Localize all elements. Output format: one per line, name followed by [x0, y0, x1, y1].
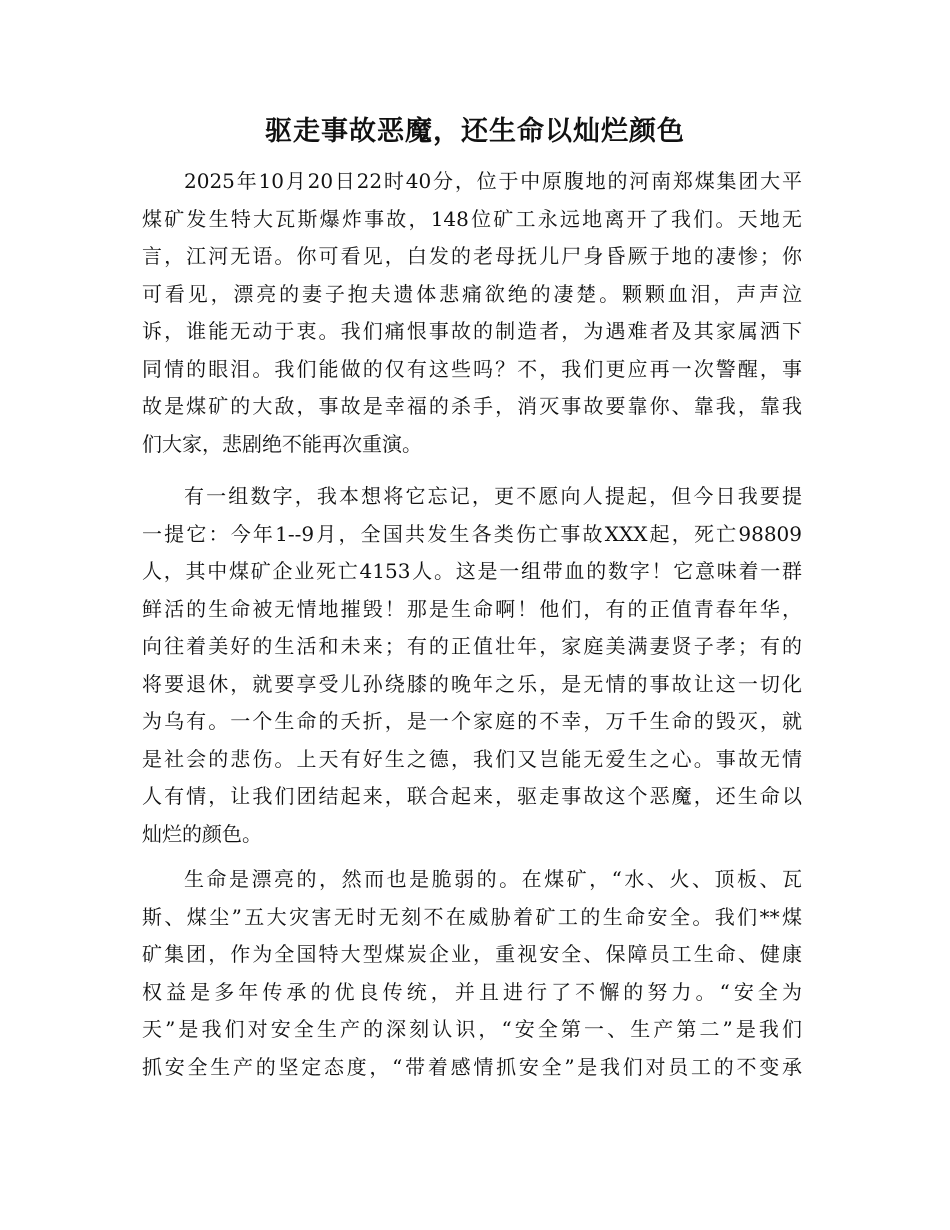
- text-line: 天”是我们对安全生产的深刻认识，“安全第一、生产第二”是我们: [142, 1017, 802, 1041]
- text-line: 向往着美好的生活和未来；有的正值壮年，家庭美满妻贤子孝；有的: [142, 634, 802, 658]
- text-line: 诉，谁能无动于衷。我们痛恨事故的制造者，为遇难者及其家属洒下: [142, 319, 802, 343]
- text-line: 将要退休，就要享受儿孙绕膝的晚年之乐，是无情的事故让这一切化: [142, 671, 802, 696]
- text-line: 一提它：今年1--9月，全国共发生各类伤亡事故XXX起，死亡98809: [142, 521, 802, 546]
- text-line: 矿集团，作为全国特大型煤炭企业，重视安全、保障员工生命、健康: [142, 942, 802, 966]
- text-line: 灿烂的颜色。: [142, 821, 262, 846]
- paragraph-3: [142, 861, 802, 1086]
- text-line: 煤矿发生特大瓦斯爆炸事故，148位矿工永远地离开了我们。天地无: [142, 206, 802, 231]
- text-line: 2025年10月20日22时40分，位于中原腹地的河南郑煤集团大平: [184, 169, 802, 193]
- text-line: 言，江河无语。你可看见，白发的老母抚儿尸身昏厥于地的凄惨；你: [142, 244, 802, 268]
- text-line: 同情的眼泪。我们能做的仅有这些吗？不，我们更应再一次警醒，事: [142, 356, 802, 381]
- text-line: 为乌有。一个生命的夭折，是一个家庭的不幸，万千生命的毁灭，就: [142, 709, 802, 733]
- document-title: 驱走事故恶魔，还生命以灿烂颜色: [265, 116, 685, 147]
- text-line: 鲜活的生命被无情地摧毁！那是生命啊！他们，有的正值青春年华，: [142, 596, 802, 621]
- text-line: 生命是漂亮的，然而也是脆弱的。在煤矿，“水、火、顶板、瓦: [184, 867, 802, 891]
- paragraph-1: [142, 163, 802, 463]
- text-line: 可看见，漂亮的妻子抱夫遗体悲痛欲绝的凄楚。颗颗血泪，声声泣: [142, 281, 802, 306]
- text-line: 人有情，让我们团结起来，联合起来，驱走事故这个恶魔，还生命以: [142, 784, 802, 808]
- text-line: 抓安全生产的坚定态度，“带着感情抓安全”是我们对员工的不变承: [142, 1054, 802, 1079]
- text-line: 是社会的悲伤。上天有好生之德，我们又岂能无爱生之心。事故无情: [142, 746, 802, 771]
- text-line: 人，其中煤矿企业死亡4153人。这是一组带血的数字！它意味着一群: [142, 559, 802, 583]
- text-line: 斯、煤尘”五大灾害无时无刻不在威胁着矿工的生命安全。我们**煤: [142, 904, 802, 929]
- paragraph-2: [142, 478, 802, 853]
- text-line: 权益是多年传承的优良传统，并且进行了不懈的努力。“安全为: [142, 979, 802, 1004]
- text-line: 们大家，悲剧绝不能再次重演。: [142, 431, 422, 456]
- text-line: 故是煤矿的大敌，事故是幸福的杀手，消灭事故要靠你、靠我，靠我: [142, 394, 802, 418]
- text-line: 有一组数字，我本想将它忘记，更不愿向人提起，但今日我要提: [184, 484, 802, 508]
